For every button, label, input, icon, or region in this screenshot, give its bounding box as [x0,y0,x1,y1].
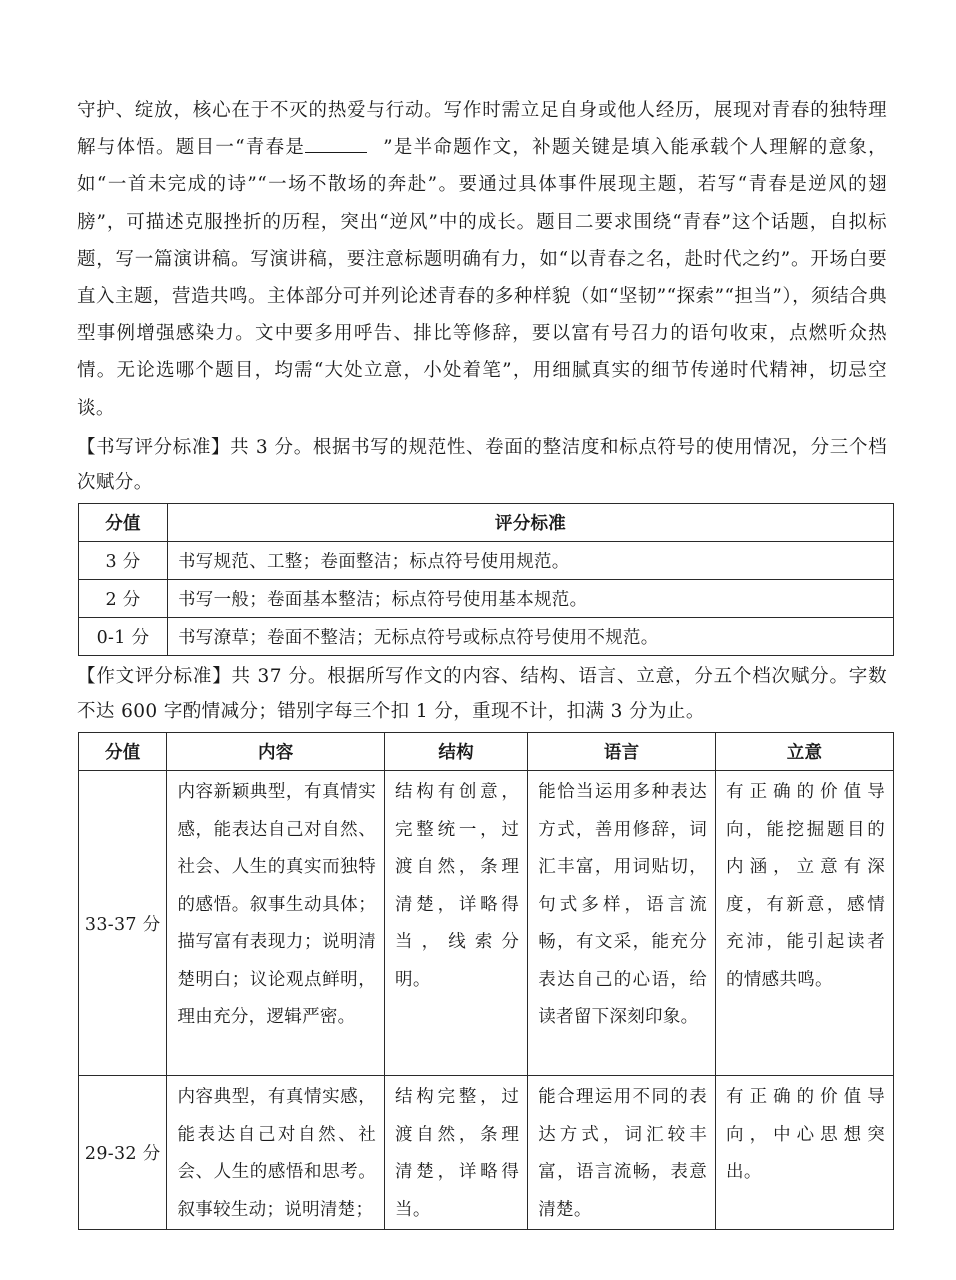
content-cell: 内容新颖典型，有真情实感，能表达自己对自然、社会、人生的真实而独特的感悟。叙事生动具体；描写富有表现力；说明清楚明白；议论观点鲜明，理由充分，逻辑严密。 [167,771,385,1076]
intent-cell: 有正确的价值导向，能挖掘题目的内涵，立意有深度，有新意，感情充沛，能引起读者的情感共鸣。 [716,771,894,1076]
score-cell: 3 分 [79,542,168,580]
writing-criteria-description [77,430,887,500]
structure-cell: 结构有创意，完整统一，过渡自然，条理清楚，详略得当，线索分明。 [385,771,528,1076]
intro-paragraph [77,92,887,427]
table-row [79,771,894,1076]
content-cell: 内容典型，有真情实感，能表达自己对自然、社会、人生的感悟和思考。叙事较生动；说明清楚； [167,1076,385,1230]
table-row [79,580,894,618]
language-cell: 能合理运用不同的表达方式，词汇较丰富，语言流畅，表意清楚。 [528,1076,716,1230]
fill-in-blank [305,134,367,153]
language-cell: 能恰当运用多种表达方式，善用修辞，词汇丰富，用词贴切，句式多样，语言流畅，有文采，能充分表达自己的心语，给读者留下深刻印象。 [528,771,716,1076]
intro-text-part2: ”是半命题作文，补题关键是填入能承载个人理解的意象，如“一首未完成的诗”“一场不散场的奔赴”。要通过具体事件展现主题，若写“青春是逆风的翅膀”，可描述克服挫折的历程，突出“逆风”中的成长。题目二要求围绕“青春”这个话题，自拟标题，写一篇演讲稿。写演讲稿，要注意标题明确有力，如“以青春之名，赴时代之约”。开场白要直入主题，营造共鸣。主体部分可并列论述青春的多种样貌（如“坚韧”“探索”“担当”），须结合典型事例增强感染力。文中要多用呼告、排比等修辞，要以富有号召力的语句收束，点燃听众热情。无论选哪个题目，均需“大处立意，小处着笔”，用细腻真实的细节传递时代精神，切忌空谈。 [77,137,887,419]
header-structure: 结构 [385,733,528,771]
header-score: 分值 [79,504,168,542]
table-header-row [79,504,894,542]
criteria-cell: 书写规范、工整；卷面整洁；标点符号使用规范。 [168,542,894,580]
header-score: 分值 [79,733,167,771]
criteria-cell: 书写潦草；卷面不整洁；无标点符号或标点符号使用不规范。 [168,618,894,656]
criteria-cell: 书写一般；卷面基本整洁；标点符号使用基本规范。 [168,580,894,618]
score-cell: 0-1 分 [79,618,168,656]
table-row [79,542,894,580]
structure-cell: 结构完整，过渡自然，条理清楚，详略得当。 [385,1076,528,1230]
essay-score-table [78,732,894,1230]
header-language: 语言 [528,733,716,771]
header-content: 内容 [167,733,385,771]
intro-text-part1: 守护、绽放，核心在于不灭的热爱与行动。写作时需立足自身或他人经历，展现对青春的独特理解与体悟。题目一“青春是 [77,100,887,159]
header-intent: 立意 [716,733,894,771]
score-cell: 29-32 分 [79,1076,167,1230]
writing-score-table [78,503,894,656]
essay-description-text: 【作文评分标准】共 37 分。根据所写作文的内容、结构、语言、立意，分五个档次赋分。字数不达 600 字酌情减分；错别字每三个扣 1 分，重现不计，扣满 3 分为止。 [77,666,887,722]
writing-description-text: 【书写评分标准】共 3 分。根据书写的规范性、卷面的整洁度和标点符号的使用情况，分三个档次赋分。 [77,437,887,493]
header-criteria: 评分标准 [168,504,894,542]
essay-criteria-description [77,659,887,729]
table-row [79,618,894,656]
score-cell: 33-37 分 [79,771,167,1076]
table-row [79,1076,894,1230]
intent-cell: 有正确的价值导向，中心思想突出。 [716,1076,894,1230]
score-cell: 2 分 [79,580,168,618]
table-header-row [79,733,894,771]
